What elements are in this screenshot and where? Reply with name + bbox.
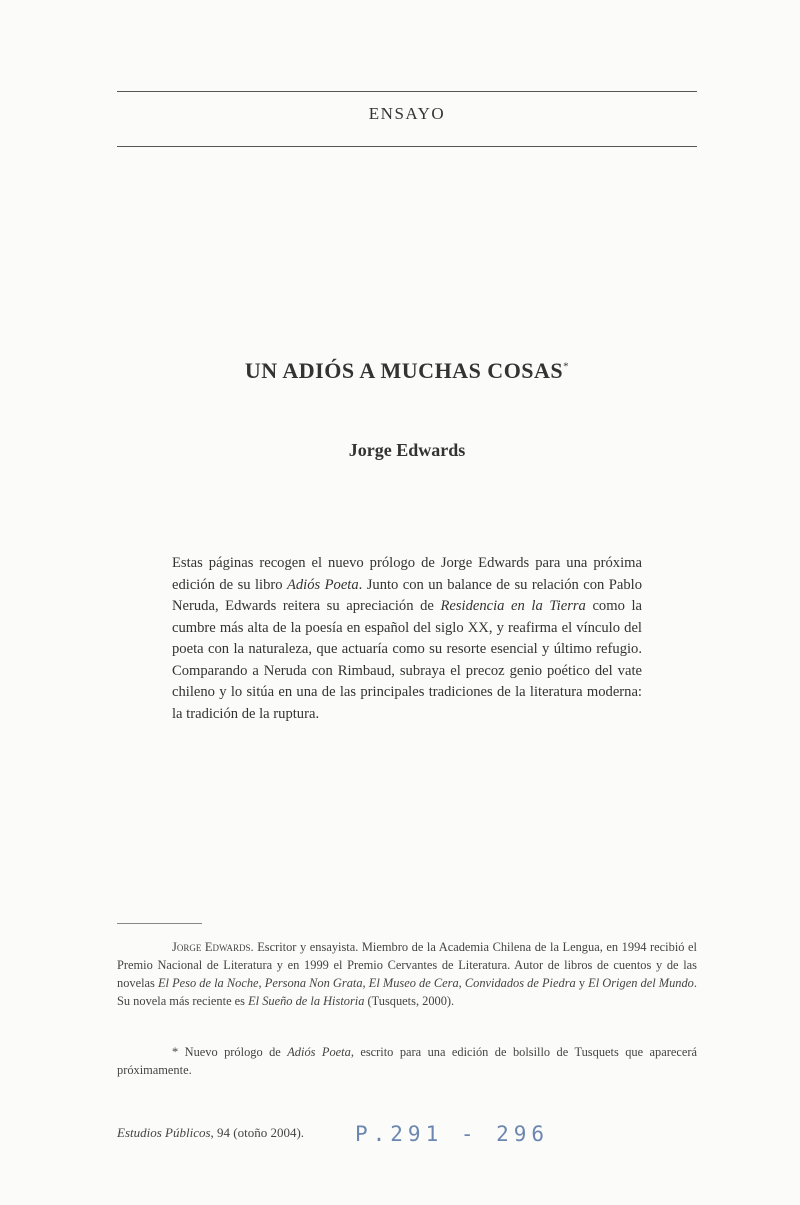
abstract-book-title: Adiós Poeta [286,576,359,593]
abstract-text: . Junto con un balance de su relación con Pablo Neruda, Edwards reitera su apreciación de [172,576,642,614]
journal-citation [117,1125,304,1141]
footnote-title-note [117,1043,697,1079]
footnote-text: y [575,976,589,990]
footnote-rule [117,923,202,924]
footnote-text: (Tusquets, 2000). [364,994,455,1008]
footnote-author-bio [117,938,697,1010]
footnote-work-title: Persona Non Grata [264,976,363,990]
title-footnote-mark: * [563,360,570,373]
footnote-work-title: El Origen del Mundo [588,976,694,990]
article-title-text: UN ADIÓS A MUCHAS COSAS [244,358,564,383]
footnote-text: , [362,976,369,990]
footnote-text: . Su novela más reciente es [117,976,697,1008]
footnote-mark: * [172,1045,179,1059]
footnote-text: , [258,976,265,990]
article-title [117,358,697,384]
header-rule-bottom [117,146,697,147]
abstract-text: como la cumbre más alta de la poesía en español del siglo XX, y reafirma el vínculo del poeta con la naturaleza, que actuaría como su resorte esencial y último refugio. Comparando a Neruda con Rimbaud, subraya el precoz genio poético del vate chileno y lo sitúa en una de las principales tradiciones de la literatura moderna: la tradición de la ruptura. [172,598,642,722]
abstract-book-title: Residencia en la Tierra [440,598,586,614]
footnote-text: , [458,976,465,990]
article-author: Jorge Edwards [348,440,466,460]
header-rule-top [117,91,697,92]
footnote-text: . Escritor y ensayista. Miembro de la Academia Chilena de la Lengua, en 1994 recibió el Premio Nacional de Literatura y en 1999 el Premio Cervantes de Literatura. Autor de libros de cuentos y de las novelas [117,940,697,990]
section-label: ENSAYO [368,104,446,123]
handwritten-page-range: P.291 - 296 [355,1122,550,1146]
footnote-work-title: El Peso de la Noche [157,976,259,990]
footnote-work-title: Adiós Poeta [287,1045,351,1059]
footnote-text: , escrito para una edición de bolsillo de Tusquets que aparecerá próximamente. [117,1045,697,1077]
footnote-work-title: El Museo de Cera [368,976,459,990]
abstract-text: Estas páginas recogen el nuevo prólogo de Jorge Edwards para una próxima edición de su libro [172,555,642,593]
footnote-work-title: Convidados de Piedra [464,976,576,990]
abstract-paragraph [172,553,642,725]
footnote-author-name: Jorge Edwards [172,940,251,954]
journal-name: Estudios Públicos [117,1125,211,1140]
footnote-text: Nuevo prólogo de [178,1045,288,1059]
footnote-work-title: El Sueño de la Historia [248,994,365,1008]
journal-issue: , 94 (otoño 2004). [210,1125,305,1140]
